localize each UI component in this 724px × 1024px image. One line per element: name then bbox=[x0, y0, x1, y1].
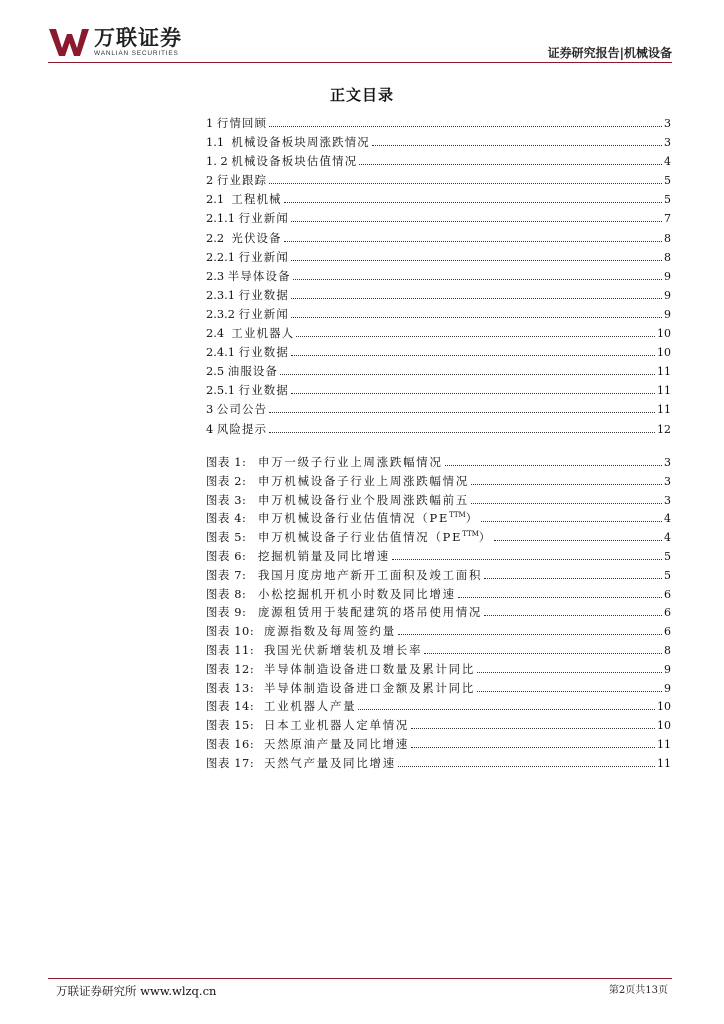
figure-entry-1[interactable] bbox=[206, 454, 671, 473]
toc-leader-dots bbox=[359, 164, 662, 165]
figure-leader-dots bbox=[398, 766, 655, 767]
toc-page-number: 7 bbox=[664, 212, 671, 226]
toc-label: 风险提示 bbox=[216, 421, 268, 436]
toc-label: 行业新闻 bbox=[238, 249, 289, 264]
page-indicator: 第2页共13页 bbox=[608, 985, 668, 996]
figure-page-number: 9 bbox=[664, 662, 671, 676]
figure-leader-dots bbox=[484, 578, 662, 579]
figure-number: 图表 15: bbox=[206, 718, 255, 733]
toc-page-number: 10 bbox=[657, 346, 671, 360]
figure-label: 工业机器人产量 bbox=[264, 699, 357, 714]
toc-number: 2 bbox=[206, 173, 214, 188]
toc-page-number: 5 bbox=[664, 193, 671, 207]
toc-label: 工程机械 bbox=[231, 192, 282, 207]
toc-label: 机械设备板块估值情况 bbox=[231, 154, 358, 169]
toc-entry-2-4-1[interactable] bbox=[206, 344, 671, 363]
figure-entry-2[interactable] bbox=[206, 473, 671, 492]
toc-page-number: 9 bbox=[664, 269, 671, 283]
toc-number: 2.5.1 bbox=[206, 383, 235, 398]
figure-label: 我国月度房地产新开工面积及竣工面积 bbox=[258, 567, 483, 582]
figure-number: 图表 6: bbox=[206, 548, 247, 563]
figure-label-end: ） bbox=[478, 530, 493, 545]
figure-number: 图表 9: bbox=[206, 605, 247, 620]
figure-leader-dots bbox=[494, 540, 662, 541]
toc-page-number: 8 bbox=[664, 231, 671, 245]
logo-chinese-name: 万联证券 bbox=[94, 26, 182, 50]
figure-entry-17[interactable] bbox=[206, 755, 671, 774]
figure-label: 日本工业机器人定单情况 bbox=[264, 718, 410, 733]
figure-number: 图表 16: bbox=[206, 736, 255, 751]
company-logo bbox=[48, 26, 182, 62]
figure-entry-11[interactable] bbox=[206, 642, 671, 661]
figure-label: 我国光伏新增装机及增长率 bbox=[264, 642, 423, 657]
figure-leader-dots bbox=[477, 691, 662, 692]
list-of-figures bbox=[206, 454, 671, 774]
toc-number: 2.4 bbox=[206, 326, 225, 341]
toc-leader-dots bbox=[269, 432, 655, 433]
toc-entry-3[interactable] bbox=[206, 401, 671, 420]
toc-leader-dots bbox=[293, 279, 662, 280]
toc-leader-dots bbox=[269, 183, 662, 184]
figure-entry-3[interactable] bbox=[206, 492, 671, 511]
figure-page-number: 6 bbox=[664, 606, 671, 620]
figure-page-number: 4 bbox=[664, 512, 671, 526]
toc-entry-2[interactable] bbox=[206, 172, 671, 191]
figure-page-number: 4 bbox=[664, 531, 671, 545]
figure-page-number: 6 bbox=[664, 625, 671, 639]
figure-label: 天然气产量及同比增速 bbox=[264, 755, 396, 770]
toc-label: 行业数据 bbox=[238, 345, 289, 360]
toc-leader-dots bbox=[291, 317, 662, 318]
toc-number: 2.3.1 bbox=[206, 287, 235, 302]
figure-number: 图表 4: bbox=[206, 511, 247, 526]
figure-page-number: 3 bbox=[664, 493, 671, 507]
toc-entry-4[interactable] bbox=[206, 421, 671, 440]
report-category: 证券研究报告|机械设备 bbox=[547, 46, 672, 60]
toc-leader-dots bbox=[269, 126, 662, 127]
figure-page-number: 10 bbox=[657, 700, 671, 714]
toc-label: 行情回顾 bbox=[216, 116, 268, 130]
page-header bbox=[0, 0, 724, 64]
toc-page-number: 5 bbox=[664, 174, 671, 188]
toc-page-number: 8 bbox=[664, 250, 671, 264]
figure-label-text: 申万机械设备行业估值情况（PE bbox=[258, 511, 450, 526]
toc-entry-2-3-2[interactable] bbox=[206, 306, 671, 325]
figure-entry-8[interactable] bbox=[206, 586, 671, 605]
toc-label: 行业数据 bbox=[238, 287, 289, 302]
figure-leader-dots bbox=[481, 521, 662, 522]
footer-source: 万联证券研究所 www.wlzq.cn bbox=[56, 984, 217, 998]
figure-label: 庞源租赁用于装配建筑的塔吊使用情况 bbox=[258, 605, 483, 620]
toc-leader-dots bbox=[284, 241, 662, 242]
toc-number: 2.5 bbox=[206, 364, 225, 379]
toc-label: 行业新闻 bbox=[238, 211, 289, 226]
header-divider bbox=[48, 62, 672, 63]
toc-label: 半导体设备 bbox=[227, 268, 291, 283]
figure-leader-dots bbox=[471, 484, 662, 485]
toc-entry-2-3-1[interactable] bbox=[206, 287, 671, 306]
footer-divider bbox=[48, 978, 672, 979]
figure-leader-dots bbox=[358, 709, 655, 710]
figure-number: 图表 12: bbox=[206, 661, 255, 676]
figure-entry-7[interactable] bbox=[206, 567, 671, 586]
figure-number: 图表 8: bbox=[206, 586, 247, 601]
figure-label-text: 申万机械设备子行业估值情况（PE bbox=[258, 530, 463, 545]
figure-leader-dots bbox=[392, 559, 662, 560]
figure-label: 申万一级子行业上周涨跌幅情况 bbox=[258, 455, 443, 469]
figure-entry-6[interactable] bbox=[206, 548, 671, 567]
figure-page-number: 3 bbox=[664, 474, 671, 488]
toc-label: 光伏设备 bbox=[231, 230, 282, 245]
figure-label: 庞源指数及每周签约量 bbox=[264, 624, 396, 639]
figure-label: 申万机械设备子行业上周涨跌幅情况 bbox=[258, 473, 470, 488]
figure-page-number: 5 bbox=[664, 568, 671, 582]
toc-entry-2-1[interactable] bbox=[206, 191, 671, 210]
toc-label: 油服设备 bbox=[227, 364, 279, 379]
figure-leader-dots bbox=[477, 672, 662, 673]
figure-page-number: 8 bbox=[664, 643, 671, 657]
figure-label-superscript: TTM bbox=[462, 530, 479, 539]
figure-entry-4[interactable] bbox=[206, 510, 671, 529]
figure-entry-5[interactable] bbox=[206, 529, 671, 548]
figure-number: 图表 3: bbox=[206, 492, 247, 507]
toc-number: 2.4.1 bbox=[206, 345, 235, 360]
toc-label: 行业数据 bbox=[238, 383, 289, 398]
toc-label: 公司公告 bbox=[216, 402, 268, 417]
toc-number: 1. 2 bbox=[206, 154, 228, 169]
toc-number: 2.2.1 bbox=[206, 249, 235, 264]
figure-label-end: ） bbox=[465, 511, 479, 526]
toc-entry-2-3[interactable] bbox=[206, 268, 671, 287]
toc-entry-2-5-1[interactable] bbox=[206, 382, 671, 401]
toc-page-number: 4 bbox=[664, 155, 671, 169]
toc-page-number: 9 bbox=[664, 288, 671, 302]
toc-entry-2-2-1[interactable] bbox=[206, 249, 671, 268]
toc-page-number: 9 bbox=[664, 307, 671, 321]
toc-number: 3 bbox=[206, 402, 214, 417]
figure-leader-dots bbox=[484, 615, 662, 616]
toc-leader-dots bbox=[284, 202, 662, 203]
toc-entry-1[interactable] bbox=[206, 115, 671, 134]
toc-label: 行业新闻 bbox=[238, 306, 289, 321]
figure-label-superscript: TTM bbox=[449, 511, 466, 520]
page-title: 正文目录 bbox=[329, 86, 394, 104]
toc-entry-2-4[interactable] bbox=[206, 325, 671, 344]
toc-page-number: 12 bbox=[657, 422, 671, 436]
figure-leader-dots bbox=[424, 653, 662, 654]
toc-page-number: 11 bbox=[657, 365, 671, 379]
figure-entry-14[interactable] bbox=[206, 698, 671, 717]
figure-leader-dots bbox=[411, 728, 655, 729]
figure-leader-dots bbox=[411, 747, 655, 748]
figure-number: 图表 7: bbox=[206, 567, 247, 582]
toc-entry-2-5[interactable] bbox=[206, 363, 671, 382]
figure-number: 图表 2: bbox=[206, 473, 247, 488]
figure-label bbox=[258, 510, 479, 526]
figure-label: 小松挖掘机开机小时数及同比增速 bbox=[258, 586, 456, 601]
table-of-contents bbox=[206, 115, 671, 440]
figure-leader-dots bbox=[471, 503, 662, 504]
figure-entry-13[interactable] bbox=[206, 680, 671, 699]
toc-number: 1 bbox=[206, 116, 214, 130]
toc-page-number: 3 bbox=[664, 136, 671, 150]
figure-number: 图表 10: bbox=[206, 624, 255, 639]
figure-number: 图表 1: bbox=[206, 455, 247, 469]
toc-leader-dots bbox=[291, 260, 662, 261]
figure-leader-dots bbox=[458, 597, 662, 598]
figure-label: 申万机械设备行业个股周涨跌幅前五 bbox=[258, 492, 470, 507]
toc-entry-1-1[interactable] bbox=[206, 134, 671, 153]
figure-number: 图表 13: bbox=[206, 680, 255, 695]
toc-number: 2.3.2 bbox=[206, 306, 235, 321]
toc-number: 2.1.1 bbox=[206, 211, 235, 226]
figure-entry-9[interactable] bbox=[206, 604, 671, 623]
figure-leader-dots bbox=[398, 634, 662, 635]
figure-page-number: 9 bbox=[664, 681, 671, 695]
toc-leader-dots bbox=[280, 374, 655, 375]
figure-page-number: 11 bbox=[657, 756, 671, 770]
toc-entry-1-2[interactable] bbox=[206, 153, 671, 172]
toc-leader-dots bbox=[291, 355, 655, 356]
figure-label bbox=[258, 529, 492, 545]
toc-page-number: 10 bbox=[657, 327, 671, 341]
figure-entry-12[interactable] bbox=[206, 661, 671, 680]
figure-page-number: 5 bbox=[664, 549, 671, 563]
wanlian-logo-icon bbox=[48, 26, 90, 58]
figure-page-number: 11 bbox=[657, 737, 671, 751]
figure-label: 挖掘机销量及同比增速 bbox=[258, 548, 390, 563]
toc-number: 2.1 bbox=[206, 192, 225, 207]
figure-label: 天然原油产量及同比增速 bbox=[264, 736, 410, 751]
figure-entry-10[interactable] bbox=[206, 623, 671, 642]
toc-label: 行业跟踪 bbox=[216, 173, 268, 188]
logo-english-name: WANLIAN SECURITIES bbox=[94, 50, 179, 57]
toc-entry-2-2[interactable] bbox=[206, 230, 671, 249]
figure-label: 半导体制造设备进口金额及累计同比 bbox=[264, 680, 476, 695]
toc-label: 工业机器人 bbox=[231, 326, 295, 341]
toc-leader-dots bbox=[291, 221, 662, 222]
toc-number: 1.1 bbox=[206, 135, 225, 150]
figure-leader-dots bbox=[445, 465, 662, 466]
toc-page-number: 11 bbox=[657, 384, 671, 398]
figure-page-number: 3 bbox=[664, 456, 671, 469]
figure-label: 半导体制造设备进口数量及累计同比 bbox=[264, 661, 476, 676]
toc-number: 2.3 bbox=[206, 268, 225, 283]
toc-number: 4 bbox=[206, 421, 214, 436]
toc-leader-dots bbox=[291, 298, 662, 299]
figure-entry-16[interactable] bbox=[206, 736, 671, 755]
figure-page-number: 6 bbox=[664, 587, 671, 601]
toc-leader-dots bbox=[269, 412, 655, 413]
toc-leader-dots bbox=[296, 336, 655, 337]
toc-label: 机械设备板块周涨跌情况 bbox=[231, 135, 370, 150]
figure-entry-15[interactable] bbox=[206, 717, 671, 736]
toc-page-number: 3 bbox=[664, 117, 671, 130]
figure-number: 图表 11: bbox=[206, 642, 255, 657]
figure-number: 图表 17: bbox=[206, 755, 255, 770]
toc-number: 2.2 bbox=[206, 230, 225, 245]
figure-number: 图表 5: bbox=[206, 530, 247, 545]
toc-page-number: 11 bbox=[657, 403, 671, 417]
toc-entry-2-1-1[interactable] bbox=[206, 210, 671, 229]
figure-number: 图表 14: bbox=[206, 699, 255, 714]
toc-leader-dots bbox=[372, 145, 662, 146]
toc-leader-dots bbox=[291, 393, 655, 394]
figure-page-number: 10 bbox=[657, 719, 671, 733]
